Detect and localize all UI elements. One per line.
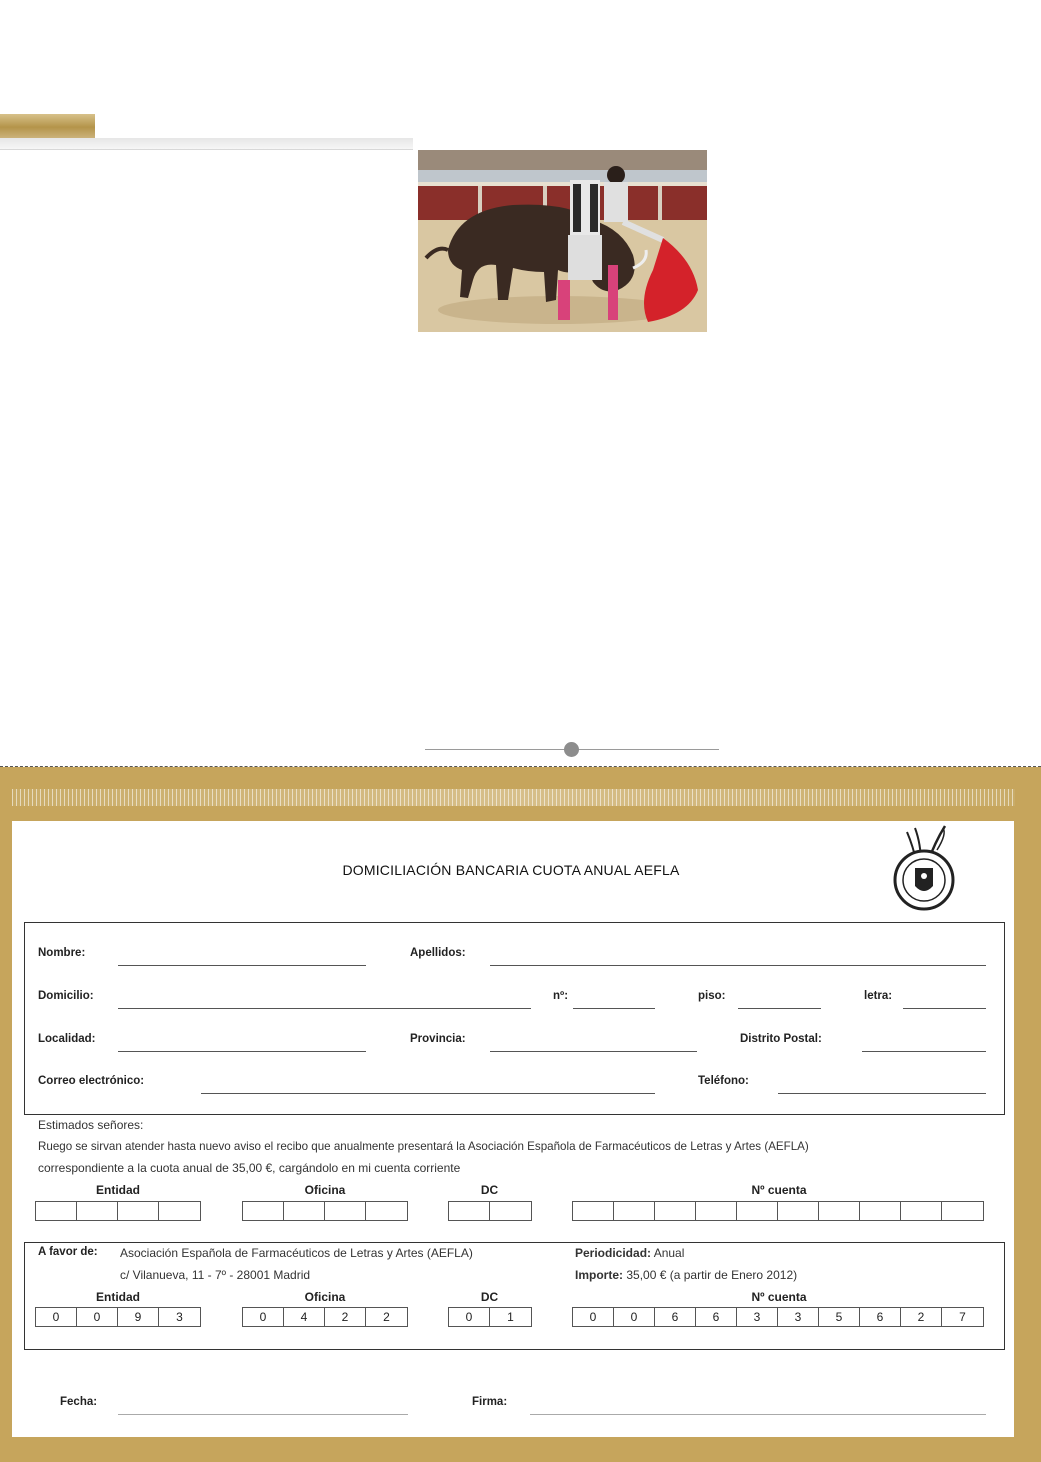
digit-cell: 0	[35, 1307, 77, 1327]
digit-cell: 1	[489, 1307, 532, 1327]
digit-cell: 0	[613, 1307, 655, 1327]
distrito-postal-field[interactable]	[862, 1051, 986, 1052]
body-text-line2: correspondiente a la cuota anual de 35,00 €, cargándolo en mi cuenta corriente	[38, 1161, 461, 1175]
digit-cell: 4	[283, 1307, 325, 1327]
digit-cell: 3	[777, 1307, 819, 1327]
firma-label: Firma:	[472, 1396, 508, 1408]
oficina-filled-cells	[242, 1307, 408, 1327]
digit-cell: 6	[695, 1307, 737, 1327]
digit-cell: 9	[117, 1307, 159, 1327]
piso-field[interactable]	[738, 1008, 821, 1009]
personal-data-box	[24, 922, 1005, 1115]
bullfight-photo	[418, 150, 707, 332]
importe-label: Importe:	[575, 1268, 623, 1282]
form-title: DOMICILIACIÓN BANCARIA CUOTA ANUAL AEFLA	[342, 862, 680, 878]
domicilio-field[interactable]	[118, 1008, 531, 1009]
cuenta-label: Nº cuenta	[751, 1183, 807, 1197]
dc-label-filled: DC	[480, 1290, 499, 1304]
firma-field[interactable]	[530, 1414, 986, 1415]
digit-cell: 2	[324, 1307, 366, 1327]
dc-filled-cells	[448, 1307, 532, 1327]
oficina-label: Oficina	[304, 1183, 346, 1197]
digit-cell: 6	[654, 1307, 696, 1327]
periodicidad-value: Anual	[653, 1246, 685, 1260]
apellidos-label: Apellidos:	[410, 947, 466, 959]
divider-dot	[564, 742, 579, 757]
numero-field[interactable]	[573, 1008, 655, 1009]
entidad-input-cells[interactable]	[35, 1201, 201, 1221]
numero-label: nº:	[553, 990, 569, 1002]
fecha-field[interactable]	[118, 1414, 408, 1415]
aefla-emblem	[885, 824, 963, 912]
entidad-filled-cells	[35, 1307, 201, 1327]
digit-cell: 7	[941, 1307, 984, 1327]
apellidos-field[interactable]	[490, 965, 986, 966]
correo-field[interactable]	[201, 1093, 655, 1094]
digit-cell: 3	[158, 1307, 201, 1327]
digit-cell: 6	[859, 1307, 901, 1327]
localidad-field[interactable]	[118, 1051, 366, 1052]
coupon-stripe-band	[12, 789, 1015, 806]
piso-label: piso:	[698, 990, 726, 1002]
provincia-label: Provincia:	[410, 1033, 466, 1045]
header-rule	[0, 138, 413, 150]
telefono-field[interactable]	[778, 1093, 986, 1094]
header-gold-tab	[0, 114, 95, 138]
digit-cell: 2	[365, 1307, 408, 1327]
letra-label: letra:	[864, 990, 893, 1002]
digit-cell: 0	[76, 1307, 118, 1327]
body-text-line1: Ruego se sirvan atender hasta nuevo aviso el recibo que anualmente presentará la Asociación Española de Farmacéuticos de Letras y Artes (AEFLA)	[38, 1140, 809, 1153]
periodicidad-text	[575, 1246, 684, 1260]
digit-cell: 0	[242, 1307, 284, 1327]
letra-field[interactable]	[903, 1008, 986, 1009]
digit-cell: 2	[900, 1307, 942, 1327]
nombre-field[interactable]	[118, 965, 366, 966]
beneficiary-address: c/ Vilanueva, 11 - 7º - 28001 Madrid	[120, 1268, 311, 1282]
digit-cell: 0	[448, 1307, 490, 1327]
digit-cell: 5	[818, 1307, 860, 1327]
correo-label: Correo electrónico:	[38, 1075, 145, 1087]
oficina-label-filled: Oficina	[304, 1290, 346, 1304]
entidad-label-filled: Entidad	[96, 1290, 140, 1304]
digit-cell: 3	[736, 1307, 778, 1327]
cuenta-label-filled: Nº cuenta	[751, 1290, 807, 1304]
cuenta-filled-cells	[572, 1307, 984, 1327]
dc-label: DC	[480, 1183, 499, 1197]
fecha-label: Fecha:	[60, 1396, 98, 1408]
telefono-label: Teléfono:	[698, 1075, 749, 1087]
localidad-label: Localidad:	[38, 1033, 96, 1045]
importe-value: 35,00 € (a partir de Enero 2012)	[626, 1268, 798, 1282]
a-favor-de-label: A favor de:	[38, 1246, 98, 1258]
beneficiary-name: Asociación Española de Farmacéuticos de Letras y Artes (AEFLA)	[120, 1246, 473, 1260]
periodicidad-label: Periodicidad:	[575, 1246, 652, 1260]
oficina-input-cells[interactable]	[242, 1201, 408, 1221]
distrito-postal-label: Distrito Postal:	[740, 1033, 822, 1045]
provincia-field[interactable]	[490, 1051, 697, 1052]
digit-cell: 0	[572, 1307, 614, 1327]
entidad-label: Entidad	[96, 1183, 140, 1197]
domicilio-label: Domicilio:	[38, 990, 94, 1002]
nombre-label: Nombre:	[38, 947, 86, 959]
greeting-text: Estimados señores:	[38, 1118, 144, 1132]
dc-input-cells[interactable]	[448, 1201, 532, 1221]
cuenta-input-cells[interactable]	[572, 1201, 984, 1221]
importe-text	[575, 1268, 797, 1282]
